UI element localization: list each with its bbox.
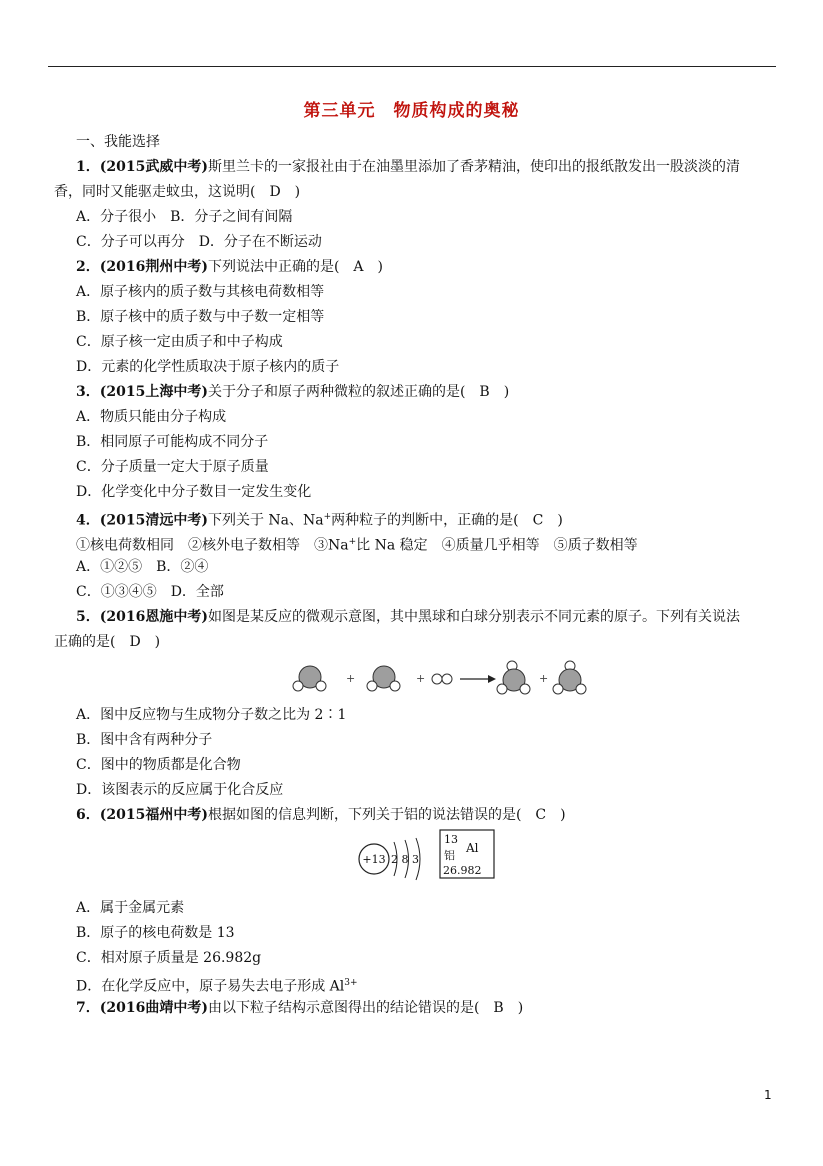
question-number: 3． bbox=[76, 384, 100, 400]
question-6 bbox=[76, 803, 776, 828]
question-source: (2016恩施中考) bbox=[99, 609, 208, 625]
question-text-cont: 正确的是( D ) bbox=[54, 634, 161, 650]
option-d: D．元素的化学性质取决于原子核内的质子 bbox=[76, 359, 340, 375]
atom-structure-diagram bbox=[359, 838, 420, 880]
option-d: D．该图表示的反应属于化合反应 bbox=[76, 782, 284, 798]
charge-superscript: + bbox=[323, 512, 332, 522]
statement-list bbox=[76, 530, 776, 555]
aluminum-figure bbox=[76, 828, 776, 896]
question-source: (2016曲靖中考) bbox=[99, 1000, 208, 1016]
option-a: A．①②⑤ B．②④ bbox=[76, 559, 209, 575]
header-rule bbox=[48, 66, 776, 67]
atomic-mass: 26.982 bbox=[443, 864, 482, 877]
reactant-molecule-1 bbox=[293, 666, 326, 691]
element-symbol: Al bbox=[466, 841, 479, 855]
reaction-figure bbox=[288, 655, 648, 703]
page-number: 1 bbox=[764, 1088, 772, 1102]
question-number: 7． bbox=[76, 1000, 100, 1016]
question-number: 6． bbox=[76, 807, 100, 823]
option-c: C．相对原子质量是 26.982g bbox=[76, 950, 262, 966]
question-text: 斯里兰卡的一家报社由于在油墨里添加了香茅精油，使印出的报纸散发出一股淡淡的清 bbox=[207, 159, 740, 175]
question-source: (2015清远中考) bbox=[99, 512, 208, 529]
question-text-cont: 两种粒子的判断中，正确的是( C ) bbox=[331, 512, 563, 529]
option-b: B．原子核中的质子数与中子数一定相等 bbox=[76, 309, 325, 325]
option-a: A．物质只能由分子构成 bbox=[76, 409, 227, 425]
product-molecule-2 bbox=[553, 661, 586, 694]
option-c: C．①③④⑤ D．全部 bbox=[76, 584, 224, 600]
option-a: A．原子核内的质子数与其核电荷数相等 bbox=[76, 284, 325, 300]
question-text: 由以下粒子结构示意图得出的结论错误的是( B ) bbox=[207, 1000, 524, 1016]
question-source: (2015上海中考) bbox=[99, 384, 208, 400]
document-body bbox=[54, 130, 776, 1021]
question-text: 下列关于 Na、Na bbox=[207, 512, 324, 529]
option-c: C．原子核一定由质子和中子构成 bbox=[76, 334, 283, 350]
nucleus-charge: +13 bbox=[362, 853, 386, 866]
question-text: 根据如图的信息判断，下列关于铝的说法错误的是( C ) bbox=[207, 807, 566, 823]
periodic-table-cell bbox=[440, 830, 494, 878]
option-b: B．图中含有两种分子 bbox=[76, 732, 213, 748]
option-a: A．图中反应物与生成物分子数之比为 2∶1 bbox=[76, 707, 347, 723]
page-title: 第三单元 物质构成的奥秘 bbox=[303, 101, 520, 121]
question-5 bbox=[76, 605, 776, 630]
question-text: 如图是某反应的微观示意图，其中黑球和白球分别表示不同元素的原子。下列有关说法 bbox=[207, 609, 740, 625]
option-d: D．化学变化中分子数目一定发生变化 bbox=[76, 484, 312, 500]
question-3 bbox=[76, 380, 776, 405]
reactant-molecule-2 bbox=[367, 666, 400, 691]
question-4 bbox=[76, 505, 776, 530]
statement-text: ①核电荷数相同 ②核外电子数相等 ③Na bbox=[76, 537, 349, 554]
section-heading: 一、我能选择 bbox=[76, 134, 160, 150]
option-d-text: D．在化学反应中，原子易失去电子形成 Al bbox=[76, 978, 345, 995]
aluminum-diagram bbox=[356, 828, 506, 890]
reaction-arrow bbox=[460, 675, 496, 683]
electron-shells: 2 8 3 bbox=[391, 853, 419, 866]
question-1 bbox=[76, 155, 776, 180]
charge-superscript: + bbox=[348, 537, 357, 547]
question-source: (2016荆州中考) bbox=[99, 259, 208, 275]
reactant-molecule-3 bbox=[432, 674, 452, 684]
question-text: 下列说法中正确的是( A ) bbox=[207, 259, 384, 275]
question-source: (2015福州中考) bbox=[99, 807, 208, 823]
question-number: 1． bbox=[76, 159, 100, 175]
question-source: (2015武威中考) bbox=[99, 159, 208, 175]
question-text: 关于分子和原子两种微粒的叙述正确的是( B ) bbox=[207, 384, 510, 400]
option-a: A．分子很小 B．分子之间有间隔 bbox=[76, 209, 293, 225]
question-number: 2． bbox=[76, 259, 100, 275]
svg-text:+: + bbox=[346, 672, 356, 685]
reaction-diagram bbox=[76, 655, 776, 703]
atomic-number: 13 bbox=[444, 833, 458, 846]
statement-text-cont: 比 Na 稳定 ④质量几乎相等 ⑤质子数相等 bbox=[356, 537, 638, 554]
svg-text:+: + bbox=[416, 672, 426, 685]
question-2 bbox=[76, 255, 776, 280]
charge-superscript: 3+ bbox=[344, 978, 358, 988]
element-name: 铝 bbox=[444, 849, 455, 862]
question-number: 5． bbox=[76, 609, 100, 625]
option-c: C．分子质量一定大于原子质量 bbox=[76, 459, 269, 475]
option-a: A．属于金属元素 bbox=[76, 900, 185, 916]
option-d bbox=[76, 971, 776, 996]
option-c: C．图中的物质都是化合物 bbox=[76, 757, 241, 773]
question-number: 4． bbox=[76, 512, 100, 529]
option-c: C．分子可以再分 D．分子在不断运动 bbox=[76, 234, 322, 250]
question-7 bbox=[76, 996, 776, 1021]
svg-text:+: + bbox=[539, 672, 549, 685]
option-b: B．相同原子可能构成不同分子 bbox=[76, 434, 269, 450]
option-b: B．原子的核电荷数是 13 bbox=[76, 925, 235, 941]
product-molecule-1 bbox=[497, 661, 530, 694]
question-text-cont: 香，同时又能驱走蚊虫，这说明( D ) bbox=[54, 184, 301, 200]
